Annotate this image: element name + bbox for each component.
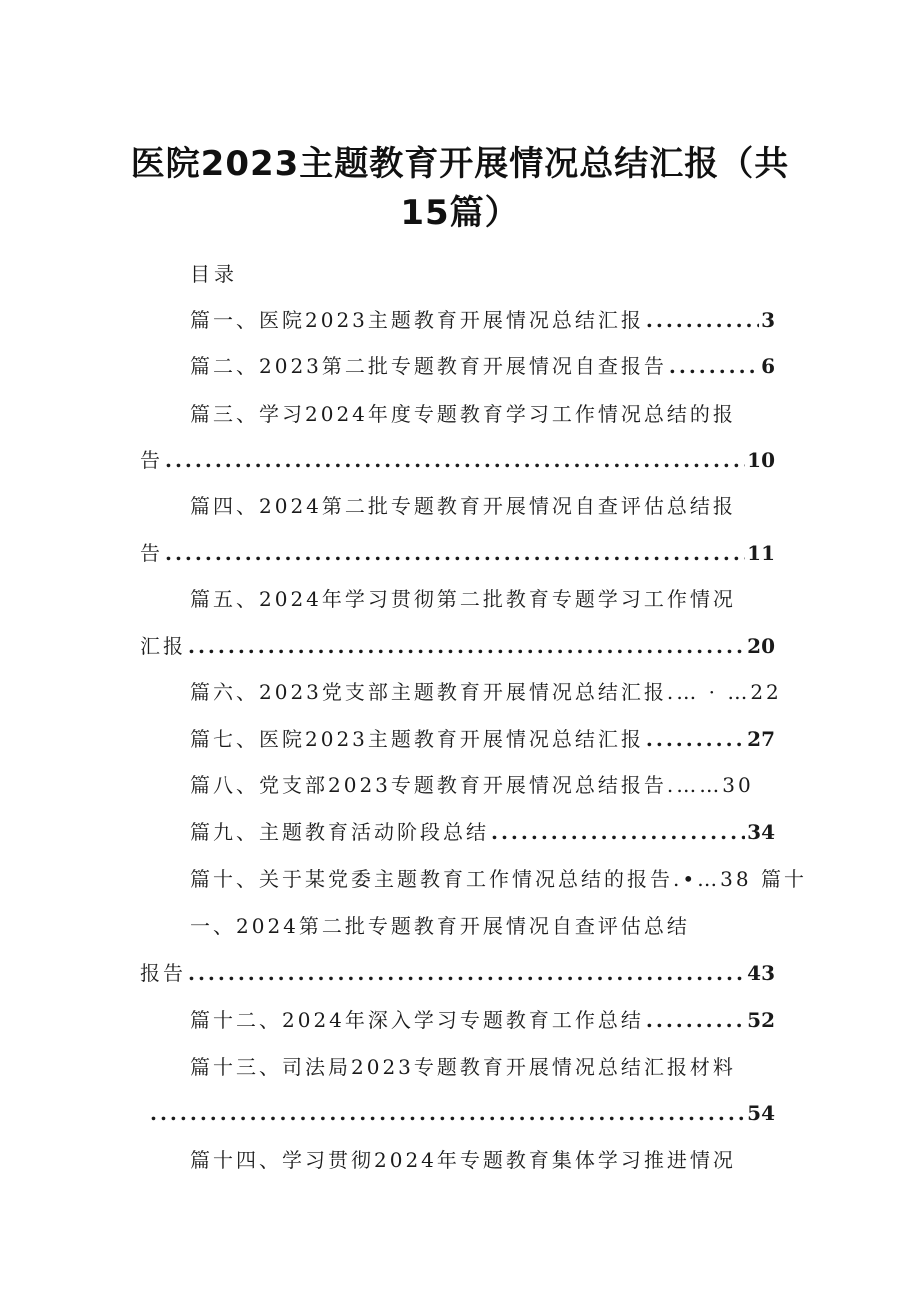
toc-page-number: 52 — [747, 1008, 775, 1032]
toc-leader-dots — [491, 816, 745, 848]
toc-leader-dots — [646, 723, 745, 755]
toc-entry-2[interactable] — [190, 350, 775, 382]
toc-entry-text: 告 — [140, 541, 163, 565]
toc-entry-3-line1[interactable]: 篇三、学习2024年度专题教育学习工作情况总结的报 — [190, 402, 736, 426]
toc-entry-10[interactable]: 篇十、关于某党委主题教育工作情况总结的报告.•…38 篇十 — [190, 867, 807, 891]
toc-page-number: 54 — [747, 1101, 775, 1125]
toc-leader-dots — [165, 444, 745, 476]
toc-heading: 目录 — [190, 262, 238, 286]
toc-entry-13[interactable] — [148, 1097, 775, 1129]
toc-page-number: 20 — [747, 634, 775, 658]
toc-entry-1[interactable] — [190, 304, 775, 336]
toc-page-number: 34 — [747, 820, 775, 844]
toc-page-number: 6 — [761, 354, 775, 378]
toc-entry-text: 篇一、医院2023主题教育开展情况总结汇报 — [190, 308, 644, 332]
toc-entry-13-line1[interactable]: 篇十三、司法局2023专题教育开展情况总结汇报材料 — [190, 1055, 736, 1079]
toc-entry-text: 报告 — [140, 961, 186, 985]
toc-entry-9[interactable] — [190, 816, 775, 848]
toc-entry-7[interactable] — [190, 723, 775, 755]
toc-leader-dots — [188, 630, 745, 662]
toc-entry-11[interactable] — [140, 957, 775, 989]
toc-leader-dots — [188, 957, 745, 989]
toc-entry-text: 篇二、2023第二批专题教育开展情况自查报告 — [190, 354, 667, 378]
toc-entry-11-line1[interactable]: 一、2024第二批专题教育开展情况自查评估总结 — [190, 914, 690, 938]
toc-page-number: 3 — [761, 308, 775, 332]
toc-entry-14-line1[interactable]: 篇十四、学习贯彻2024年专题教育集体学习推进情况 — [190, 1148, 736, 1172]
toc-entry-5-line1[interactable]: 篇五、2024年学习贯彻第二批教育专题学习工作情况 — [190, 587, 736, 611]
toc-entry-text: 汇报 — [140, 634, 186, 658]
document-title-line1: 医院2023主题教育开展情况总结汇报（共 — [130, 144, 790, 184]
toc-leader-dots — [165, 537, 745, 569]
toc-entry-text: 篇七、医院2023主题教育开展情况总结汇报 — [190, 727, 644, 751]
toc-entry-text: 告 — [140, 448, 163, 472]
document-title-line2: 15篇） — [400, 193, 520, 233]
toc-leader-dots — [646, 1004, 745, 1036]
toc-entry-3[interactable] — [140, 444, 775, 476]
toc-entry-5[interactable] — [140, 630, 775, 662]
toc-entry-4-line1[interactable]: 篇四、2024第二批专题教育开展情况自查评估总结报 — [190, 494, 736, 518]
toc-page-number: 27 — [747, 727, 775, 751]
toc-leader-dots — [150, 1097, 745, 1129]
toc-page-number: 11 — [747, 541, 775, 565]
toc-entry-4[interactable] — [140, 537, 775, 569]
toc-page-number: 43 — [747, 961, 775, 985]
toc-entry-8[interactable]: 篇八、党支部2023专题教育开展情况总结报告.……30 — [190, 773, 754, 797]
toc-entry-12[interactable] — [190, 1004, 775, 1036]
toc-leader-dots — [669, 350, 759, 382]
toc-entry-6[interactable]: 篇六、2023党支部主题教育开展情况总结汇报.… · …22 — [190, 680, 782, 704]
toc-leader-dots — [646, 304, 759, 336]
toc-entry-text: 篇十二、2024年深入学习专题教育工作总结 — [190, 1008, 644, 1032]
toc-entry-text: 篇九、主题教育活动阶段总结 — [190, 820, 489, 844]
toc-page-number: 10 — [747, 448, 775, 472]
